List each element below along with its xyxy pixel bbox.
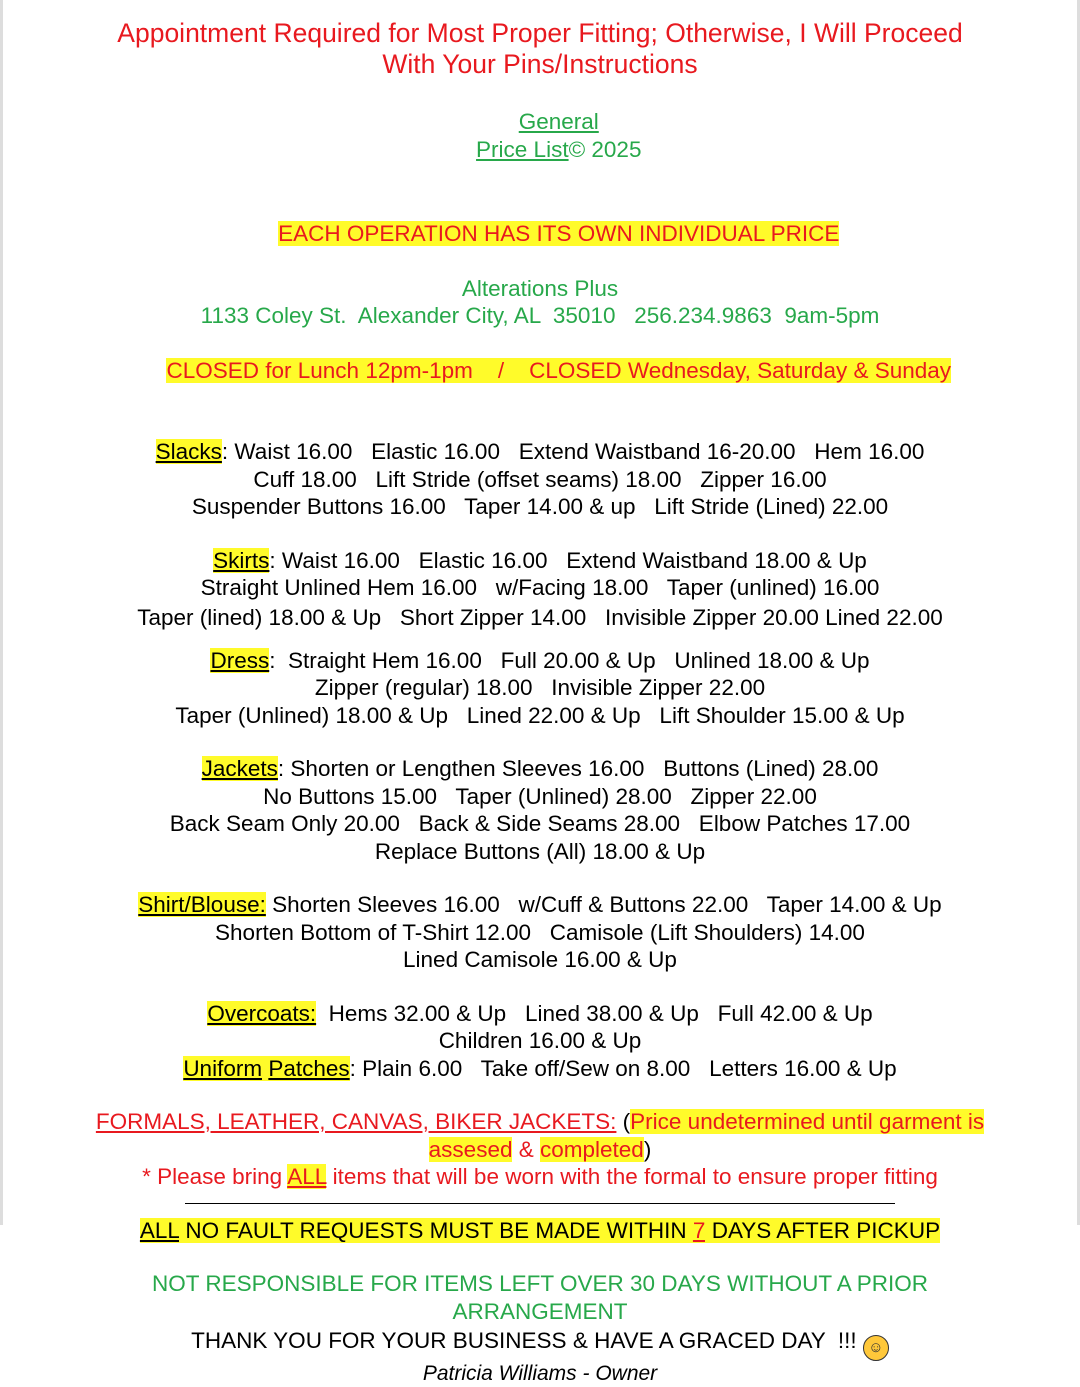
shirt-line-3: Lined Camisole 16.00 & Up — [403, 947, 677, 972]
jackets-line-1: : Shorten or Lengthen Sleeves 16.00 Buttons (Lined) 28.00 — [277, 756, 879, 781]
overcoats-line-2: Children 16.00 & Up — [438, 1028, 642, 1053]
no-fault-seven: 7 — [692, 1217, 706, 1243]
price-list-link[interactable]: Price List — [476, 137, 569, 162]
skirts-label: Skirts — [213, 547, 270, 573]
general-link[interactable]: General — [518, 109, 599, 134]
jackets-line-3: Back Seam Only 20.00 Back & Side Seams 28.00 Elbow Patches 17.00 — [169, 811, 911, 836]
closed-hours-line — [3, 330, 1077, 413]
slacks-label: Slacks — [155, 439, 222, 464]
dress-line-1: : Straight Hem 16.00 Full 20.00 & Up Unlined 18.00 & Up — [269, 647, 870, 673]
thank-you-line — [3, 1325, 1077, 1361]
formals-price-note-1: Price undetermined until garment is — [630, 1109, 985, 1134]
jackets-label: Jackets — [201, 756, 278, 781]
no-fault-mid: NO FAULT REQUESTS MUST BE MADE WITHIN — [179, 1217, 693, 1243]
overcoats-line-1: Hems 32.00 & Up Lined 38.00 & Up Full 42.00 & Up — [316, 1000, 873, 1026]
bring-note-end: items that will be worn with the formal to ensure proper fitting — [326, 1164, 938, 1189]
price-list-title — [3, 80, 1077, 192]
formals-section — [3, 1108, 1077, 1211]
jackets-section — [3, 755, 1077, 865]
dress-line-3: Taper (Unlined) 18.00 & Up Lined 22.00 & Up Lift Shoulder 15.00 & Up — [175, 702, 905, 728]
slacks-line-1: : Waist 16.00 Elastic 16.00 Extend Waistband 16-20.00 Hem 16.00 — [221, 439, 925, 464]
header-line-1: Appointment Required for Most Proper Fitting; Otherwise, I Will Proceed — [117, 18, 963, 48]
business-address: 1133 Coley St. Alexander City, AL 35010 256.234.9863 9am-5pm — [200, 303, 880, 328]
each-operation-line — [3, 192, 1077, 275]
bring-note-all: ALL — [287, 1164, 327, 1189]
patches-label: Patches — [268, 1055, 350, 1081]
dress-section — [3, 647, 1077, 730]
closed-hours: CLOSED for Lunch 12pm-1pm / CLOSED Wednesday, Saturday & Sunday — [166, 358, 952, 383]
business-name: Alterations Plus — [461, 275, 619, 301]
not-responsible-line-1: NOT RESPONSIBLE FOR ITEMS LEFT OVER 30 DAYS WITHOUT A PRIOR — [152, 1271, 928, 1296]
uniform-line — [3, 1055, 1077, 1083]
formals-label: FORMALS, LEATHER, CANVAS, BIKER JACKETS: — [95, 1109, 617, 1134]
slacks-section — [3, 438, 1077, 521]
formals-close-paren: ) — [643, 1136, 652, 1162]
owner-signature: Patricia Williams - Owner — [422, 1362, 658, 1385]
formals-assessed: assesed — [428, 1136, 513, 1162]
divider-line — [3, 1191, 1077, 1211]
jackets-line-4: Replace Buttons (All) 18.00 & Up — [374, 838, 706, 864]
header-line-2: With Your Pins/Instructions — [382, 49, 698, 79]
shirt-section — [3, 891, 1077, 974]
shirt-label: Shirt/Blouse: — [138, 892, 266, 917]
smiley-icon: ☺ — [863, 1335, 889, 1361]
jackets-line-2: No Buttons 15.00 Taper (Unlined) 28.00 Zipper 22.00 — [263, 783, 817, 809]
slacks-line-3: Suspender Buttons 16.00 Taper 14.00 & up Lift Stride (Lined) 22.00 — [191, 494, 889, 519]
formals-open-paren: ( — [616, 1109, 631, 1134]
formals-amp: & — [512, 1136, 540, 1162]
overcoats-section — [3, 1000, 1077, 1083]
no-fault-end: DAYS AFTER PICKUP — [705, 1217, 941, 1243]
thank-you-text: THANK YOU FOR YOUR BUSINESS & HAVE A GRACED DAY !!! — [191, 1328, 863, 1353]
slacks-line-2: Cuff 18.00 Lift Stride (offset seams) 18.00 Zipper 16.00 — [253, 466, 827, 492]
copyright: © 2025 — [568, 137, 642, 162]
header — [3, 0, 1077, 412]
skirts-line-3: Taper (lined) 18.00 & Up Short Zipper 14.00 Invisible Zipper 20.00 Lined 22.00 — [137, 604, 943, 630]
no-fault-all: ALL — [139, 1217, 180, 1243]
formals-bring-note — [3, 1163, 1077, 1191]
bring-note-start: * Please bring — [142, 1164, 288, 1189]
skirts-line-1: : Waist 16.00 Elastic 16.00 Extend Waistband 18.00 & Up — [269, 547, 867, 573]
footer — [3, 1270, 1077, 1387]
shirt-line-1: Shorten Sleeves 16.00 w/Cuff & Buttons 22.00 Taper 14.00 & Up — [265, 892, 942, 917]
overcoats-label: Overcoats: — [207, 1000, 317, 1026]
skirts-line-2: Straight Unlined Hem 16.00 w/Facing 18.00 Taper (unlined) 16.00 — [200, 575, 880, 600]
each-operation-notice: EACH OPERATION HAS ITS OWN INDIVIDUAL PRICE — [278, 220, 840, 246]
uniform-line-1: : Plain 6.00 Take off/Sew on 8.00 Letters 16.00 & Up — [349, 1055, 897, 1081]
no-fault-section — [3, 1217, 1077, 1245]
dress-label: Dress — [210, 647, 270, 673]
formals-completed: completed — [540, 1136, 644, 1162]
skirts-section — [3, 547, 1077, 633]
dress-line-2: Zipper (regular) 18.00 Invisible Zipper 22.00 — [314, 675, 766, 700]
not-responsible-line-2: ARRANGEMENT — [452, 1298, 628, 1324]
shirt-line-2: Shorten Bottom of T-Shirt 12.00 Camisole (Lift Shoulders) 14.00 — [215, 919, 865, 945]
uniform-label: Uniform — [183, 1055, 263, 1081]
